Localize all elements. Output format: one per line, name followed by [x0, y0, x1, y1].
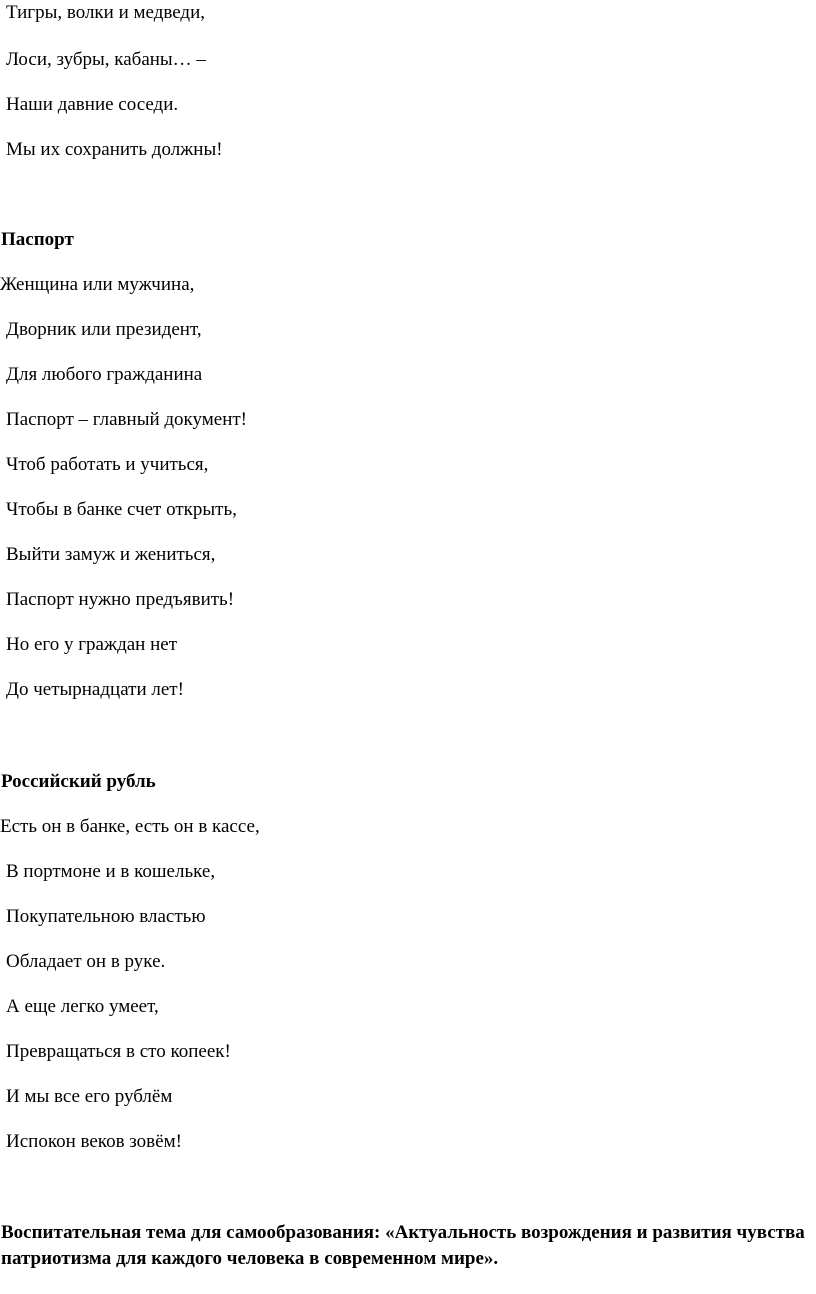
poem-line: Но его у граждан нет [6, 634, 177, 655]
poem-line: До четырнадцати лет! [6, 679, 184, 700]
poem-line: Превращаться в сто копеек! [6, 1041, 231, 1062]
poem-line: Чтоб работать и учиться, [6, 454, 209, 475]
poem-line: Лоси, зубры, кабаны… – [6, 49, 206, 70]
poem-line: Чтобы в банке счет открыть, [6, 499, 237, 520]
section-title-passport: Паспорт [1, 229, 74, 250]
poem-line: А еще легко умеет, [6, 996, 159, 1017]
poem-line: Выйти замуж и жениться, [6, 544, 216, 565]
poem-line: Дворник или президент, [6, 319, 202, 340]
poem-line: Наши давние соседи. [6, 94, 179, 115]
section-title-ruble: Российский рубль [1, 771, 156, 792]
poem-line: И мы все его рублём [6, 1086, 173, 1107]
poem-line: Паспорт нужно предъявить! [6, 589, 235, 610]
poem-line: Для любого гражданина [6, 364, 203, 385]
poem-line: Мы их сохранить должны! [6, 139, 223, 160]
poem-line: Обладает он в руке. [6, 951, 166, 972]
poem-line: В портмоне и в кошельке, [6, 861, 216, 882]
poem-line: Есть он в банке, есть он в кассе, [0, 816, 260, 837]
poem-line: Тигры, волки и медведи, [6, 2, 205, 23]
poem-line: Испокон веков зовём! [6, 1131, 182, 1152]
poem-line: Женщина или мужчина, [0, 274, 195, 295]
poem-line: Покупательною властью [6, 906, 206, 927]
poem-line: Паспорт – главный документ! [6, 409, 248, 430]
education-theme: Воспитательная тема для самообразования: «Актуальность возрождения и развития чувства патриотизма для каждого человека в современном мире». [1, 1222, 805, 1269]
